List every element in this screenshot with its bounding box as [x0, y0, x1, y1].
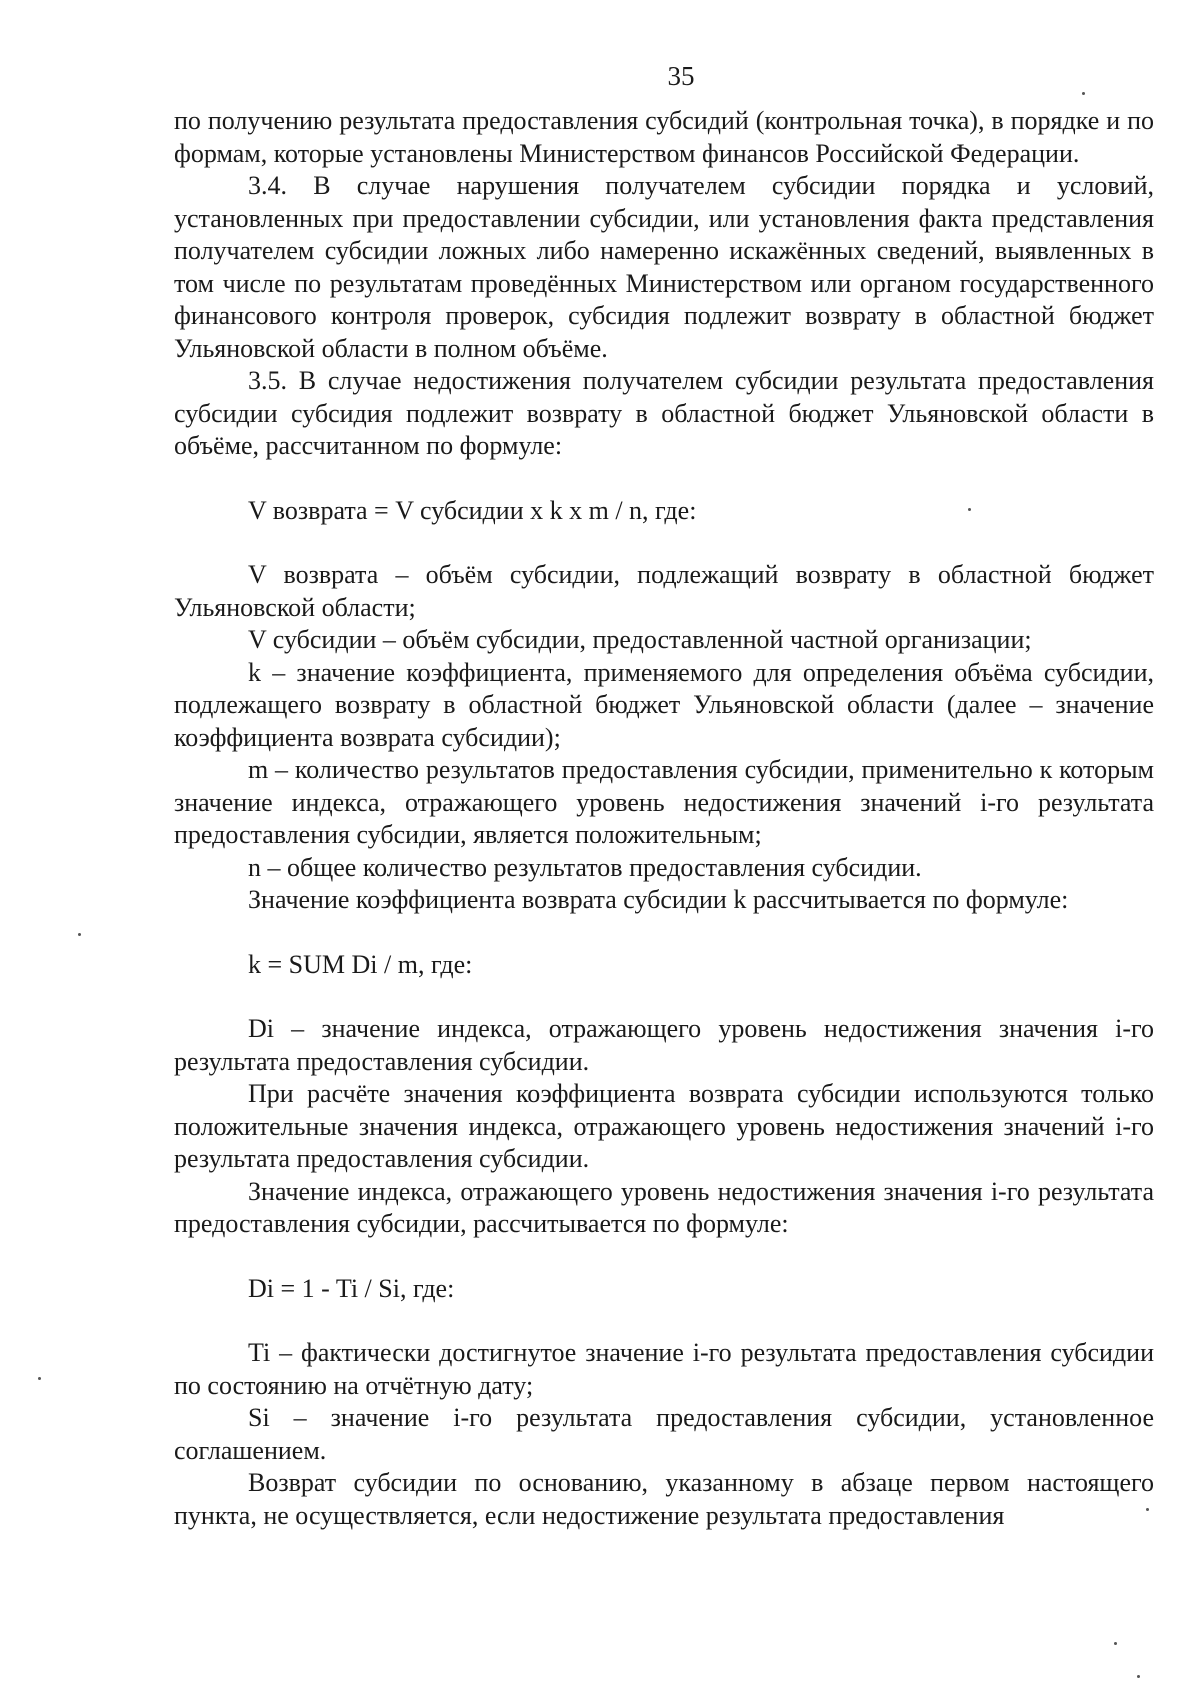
- definition-di: Di – значение индекса, отражающего уровень недостижения значения i-го результата предоставления субсидии.: [174, 1014, 1154, 1076]
- item-3-5-paragraph: 3.5. В случае недостижения получателем субсидии результата предоставления субсидии субсидия подлежит возврату в областной бюджет Ульяновской области в объёме, рассчитанном по формуле:: [174, 366, 1154, 460]
- scan-speck: [1114, 1642, 1117, 1645]
- formula-di: Di = 1 - Ti / Si, где:: [248, 1273, 455, 1303]
- page-number: 35: [667, 61, 695, 91]
- formula-k: k = SUM Di / m, где:: [248, 949, 473, 979]
- formula-return: V возврата = V субсидии x k x m / n, где:: [248, 495, 697, 525]
- definition-k: k – значение коэффициента, применяемого для определения объёма субсидии, подлежащего возврату в областной бюджет Ульяновской области (далее – значение коэффициента возврата субсидии);: [174, 657, 1154, 752]
- scan-speck: [1137, 1675, 1140, 1678]
- definition-si: Si – значение i-го результата предоставления субсидии, установленное соглашением.: [174, 1403, 1154, 1465]
- definition-v-subsidy: V субсидии – объём субсидии, предоставленной частной организации;: [248, 625, 1032, 654]
- continuation-paragraph: по получению результата предоставления субсидий (контрольная точка), в порядке и по формам, которые установлены Министерством финансов Российской Федерации.: [174, 106, 1154, 168]
- definition-n: n – общее количество результатов предоставления субсидии.: [248, 852, 922, 882]
- di-intro-paragraph: Значение индекса, отражающего уровень недостижения значения i-го результата предоставления субсидии, рассчитывается по формуле:: [174, 1176, 1154, 1238]
- closing-paragraph: Возврат субсидии по основанию, указанному в абзаце первом настоящего пункта, не осуществляется, если недостижение результата предоставления: [174, 1468, 1154, 1530]
- definition-v-return: V возврата – объём субсидии, подлежащий возврату в областной бюджет Ульяновской области;: [174, 560, 1154, 622]
- definition-m: m – количество результатов предоставления субсидии, применительно к которым значение индекса, отражающего уровень недостижения значений i-го результата предоставления субсидии, является положительным;: [174, 755, 1154, 849]
- scan-speck: [1146, 1508, 1149, 1511]
- scan-speck: [1082, 92, 1085, 95]
- item-3-4-paragraph: 3.4. В случае нарушения получателем субсидии порядка и условий, установленных при предоставлении субсидии, или установления факта представления получателем субсидии ложных либо намеренно искажённых сведений, выявленных в том числе по результатам проведённых Министерством или органом государственного финансового контроля проверок, субсидия подлежит возврату в областной бюджет Ульяновской области в полном объёме.: [174, 171, 1154, 363]
- scan-speck: [78, 933, 81, 936]
- definition-ti: Ti – фактически достигнутое значение i-го результата предоставления субсидии по состоянию на отчётную дату;: [174, 1338, 1154, 1400]
- document-body: [174, 105, 1154, 1532]
- scan-speck: [38, 1377, 41, 1380]
- k-intro-paragraph: Значение коэффициента возврата субсидии k рассчитывается по формуле:: [248, 885, 1069, 914]
- scan-speck: [968, 508, 971, 511]
- positive-only-paragraph: При расчёте значения коэффициента возврата субсидии используются только положительные значения индекса, отражающего уровень недостижения значений i-го результата предоставления субсидии.: [174, 1079, 1154, 1173]
